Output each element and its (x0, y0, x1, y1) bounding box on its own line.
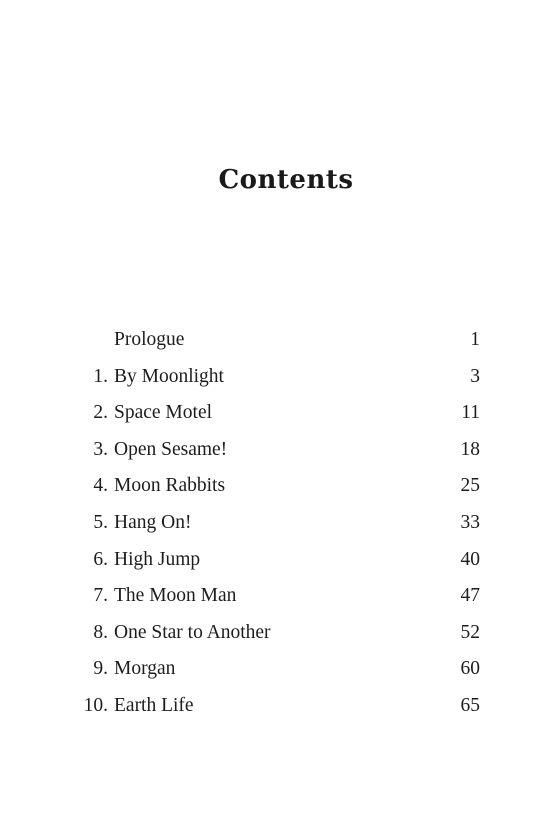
toc-entry-title: Space Motel (114, 402, 213, 424)
toc-entry-2 (80, 395, 480, 432)
toc-entry-page: 33 (460, 511, 480, 533)
toc-entry-title: By Moonlight (114, 365, 224, 387)
toc-entry-title: High Jump (114, 548, 201, 570)
toc-entry-page: 40 (460, 548, 480, 570)
toc-entry-title: Earth Life (114, 694, 194, 716)
toc-entry-number: 5. (93, 511, 108, 533)
toc-entry-page: 65 (460, 694, 480, 716)
toc-entry-9 (80, 651, 480, 688)
toc-entry-number: 1. (93, 365, 108, 387)
page-title: Contents (218, 165, 354, 195)
toc-entry-title: Prologue (114, 329, 185, 350)
toc-entry-number: 10. (83, 694, 108, 716)
toc-entry-page: 18 (460, 438, 480, 460)
toc-entry-7 (80, 578, 480, 615)
toc-entry-5 (80, 505, 480, 542)
toc-entry-8 (80, 615, 480, 652)
toc-entry-page: 47 (460, 585, 480, 607)
toc-entry-page: 11 (461, 402, 480, 424)
toc-entry-number: 6. (93, 548, 108, 570)
toc-entry-title: Moon Rabbits (114, 475, 226, 497)
toc-entry-6 (80, 542, 480, 579)
toc-entry-4 (80, 468, 480, 505)
toc-entry-page: 3 (470, 365, 480, 387)
toc-entry-number: 8. (93, 621, 108, 643)
toc-entry-page: 52 (460, 621, 480, 643)
table-of-contents (80, 322, 480, 725)
toc-entry-number: 2. (93, 402, 108, 424)
toc-entry-title: Open Sesame! (114, 438, 228, 460)
toc-entry-number: 4. (93, 475, 108, 497)
toc-entry-page: 60 (460, 658, 480, 680)
toc-entry-number: 3. (93, 438, 108, 460)
toc-entry-title: Hang On! (114, 511, 192, 533)
toc-entry-page: 25 (460, 475, 480, 497)
toc-entry-title: The Moon Man (114, 585, 237, 607)
toc-entry-10 (80, 688, 480, 725)
toc-entry-page: 1 (470, 329, 480, 350)
toc-entry-title: Morgan (114, 658, 176, 680)
toc-entry-prologue (80, 322, 480, 359)
toc-entry-number: 7. (93, 585, 108, 607)
toc-entry-3 (80, 432, 480, 469)
toc-entry-number: 9. (93, 658, 108, 680)
toc-entry-title: One Star to Another (114, 621, 271, 643)
toc-entry-1 (80, 359, 480, 396)
